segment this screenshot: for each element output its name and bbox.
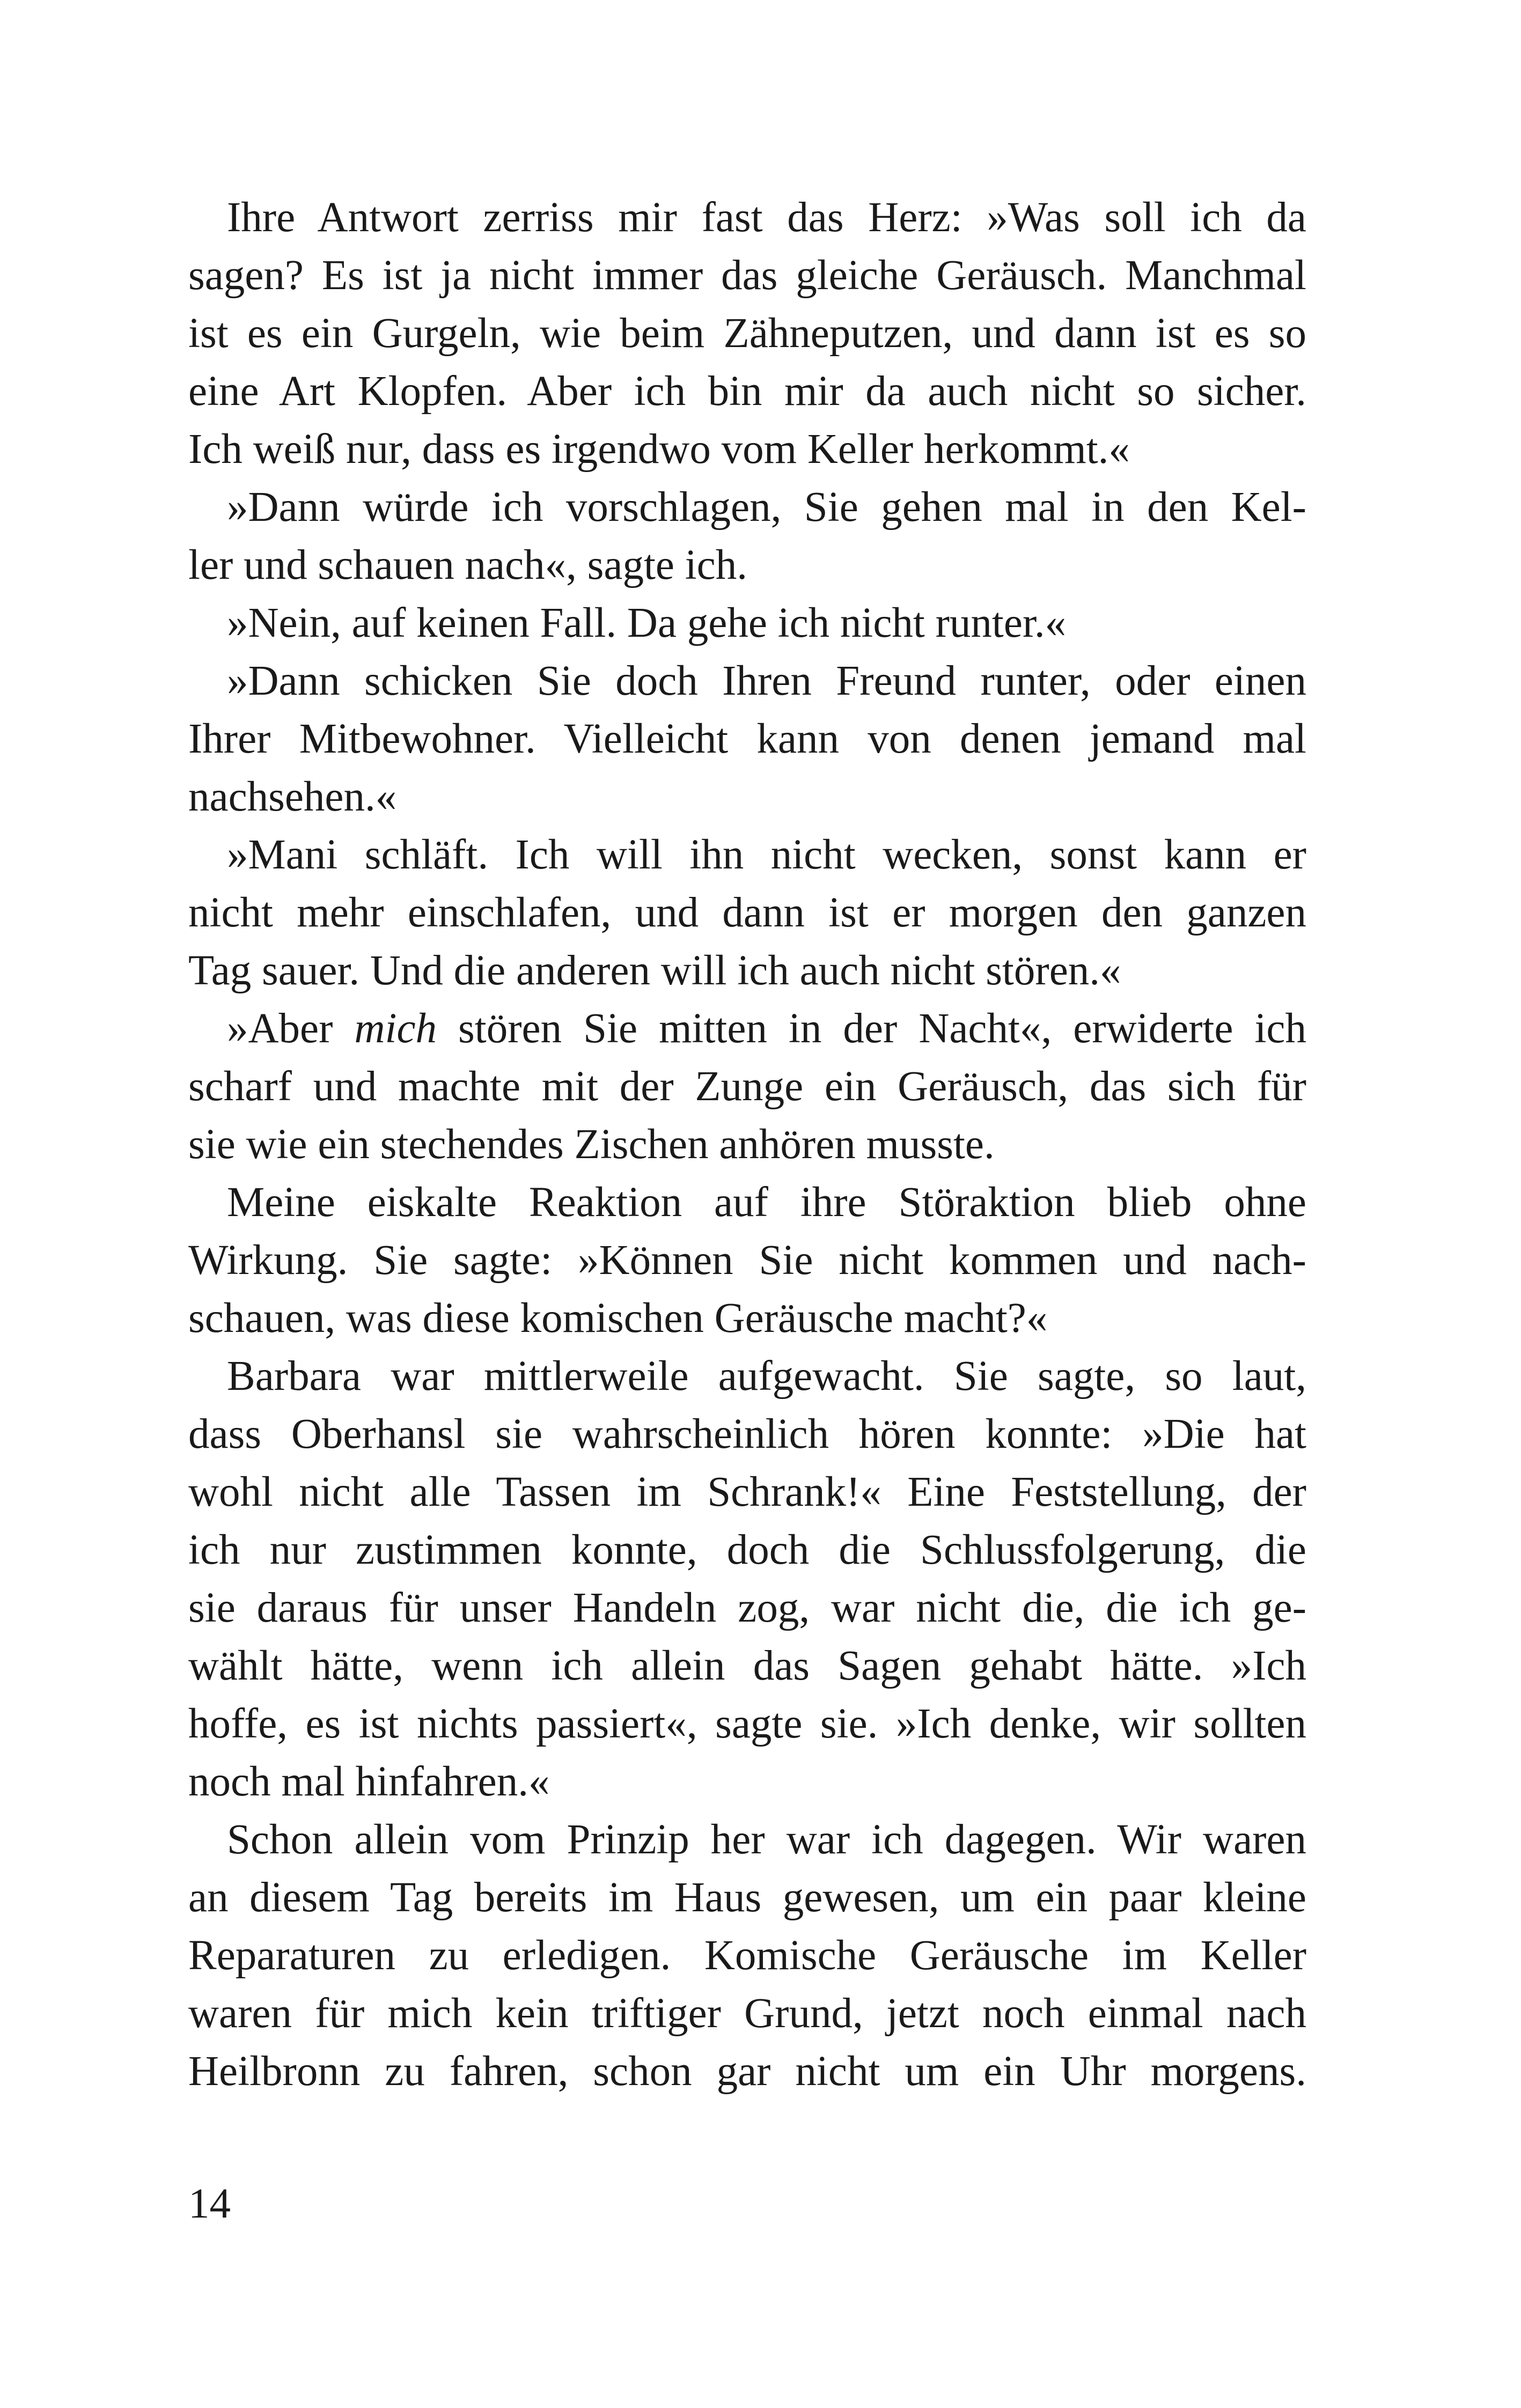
text-line: noch mal hinfahren.« (188, 1758, 550, 1805)
text-line: hoffe, es ist nichts passiert«, sagte sie. »Ich denke, wir sollten (188, 1700, 1306, 1747)
text-line: »Nein, auf keinen Fall. Da gehe ich nicht runter.« (227, 600, 1067, 646)
text-line: wohl nicht alle Tassen im Schrank!« Eine Feststellung, der (188, 1469, 1306, 1515)
text-line: Ihrer Mitbewohner. Vielleicht kann von denen jemand mal (188, 716, 1306, 762)
text-line: wählt hätte, wenn ich allein das Sagen gehabt hätte. »Ich (188, 1643, 1306, 1689)
text-line: sie wie ein stechendes Zischen anhören musste. (188, 1121, 995, 1168)
page-number: 14 (188, 2181, 231, 2227)
text-line: waren für mich kein triftiger Grund, jetzt noch einmal nach (188, 1990, 1306, 2037)
text-line: »Dann würde ich vorschlagen, Sie gehen mal in den Kel- (227, 484, 1306, 531)
text-line (188, 1000, 1306, 1058)
text-line: »Dann schicken Sie doch Ihren Freund runter, oder einen (227, 658, 1306, 704)
text-line: Heilbronn zu fahren, schon gar nicht um ein Uhr morgens. (188, 2048, 1306, 2095)
text-segment: stören Sie mitten in der Nacht«, erwiderte ich (437, 1005, 1306, 1052)
text-line: Meine eiskalte Reaktion auf ihre Störaktion blieb ohne (227, 1179, 1306, 1226)
text-line: ler und schauen nach«, sagte ich. (188, 542, 747, 588)
text-line: nicht mehr einschlafen, und dann ist er morgen den ganzen (188, 889, 1306, 936)
text-line: scharf und machte mit der Zunge ein Geräusch, das sich für (188, 1063, 1306, 1110)
text-segment: »Aber (227, 1005, 355, 1052)
text-line: Barbara war mittlerweile aufgewacht. Sie sagte, so laut, (227, 1353, 1306, 1400)
text-line: Ihre Antwort zerriss mir fast das Herz: »Was soll ich da (227, 194, 1306, 241)
text-line: sie daraus für unser Handeln zog, war nicht die, die ich ge- (188, 1585, 1306, 1631)
body-text (188, 189, 1306, 2101)
text-line: schauen, was diese komischen Geräusche macht?« (188, 1295, 1048, 1342)
text-line: an diesem Tag bereits im Haus gewesen, um ein paar kleine (188, 1874, 1306, 1921)
text-line: Wirkung. Sie sagte: »Können Sie nicht kommen und nach- (188, 1237, 1306, 1284)
text-line: »Mani schläft. Ich will ihn nicht wecken, sonst kann er (227, 831, 1306, 878)
text-line: Reparaturen zu erledigen. Komische Geräusche im Keller (188, 1932, 1306, 1979)
text-line: dass Oberhansl sie wahrscheinlich hören konnte: »Die hat (188, 1411, 1306, 1457)
text-line: nachsehen.« (188, 774, 397, 820)
text-line: ich nur zustimmen konnte, doch die Schlussfolgerung, die (188, 1527, 1306, 1573)
text-line: ist es ein Gurgeln, wie beim Zähneputzen, und dann ist es so (188, 310, 1306, 357)
text-line: Ich weiß nur, dass es irgendwo vom Keller herkommt.« (188, 426, 1130, 473)
text-line: sagen? Es ist ja nicht immer das gleiche Geräusch. Manchmal (188, 252, 1306, 299)
text-line: Tag sauer. Und die anderen will ich auch nicht stören.« (188, 947, 1121, 994)
emphasized-word: mich (354, 1005, 437, 1052)
text-line: Schon allein vom Prinzip her war ich dagegen. Wir waren (227, 1816, 1306, 1863)
text-line: eine Art Klopfen. Aber ich bin mir da auch nicht so sicher. (188, 368, 1306, 415)
